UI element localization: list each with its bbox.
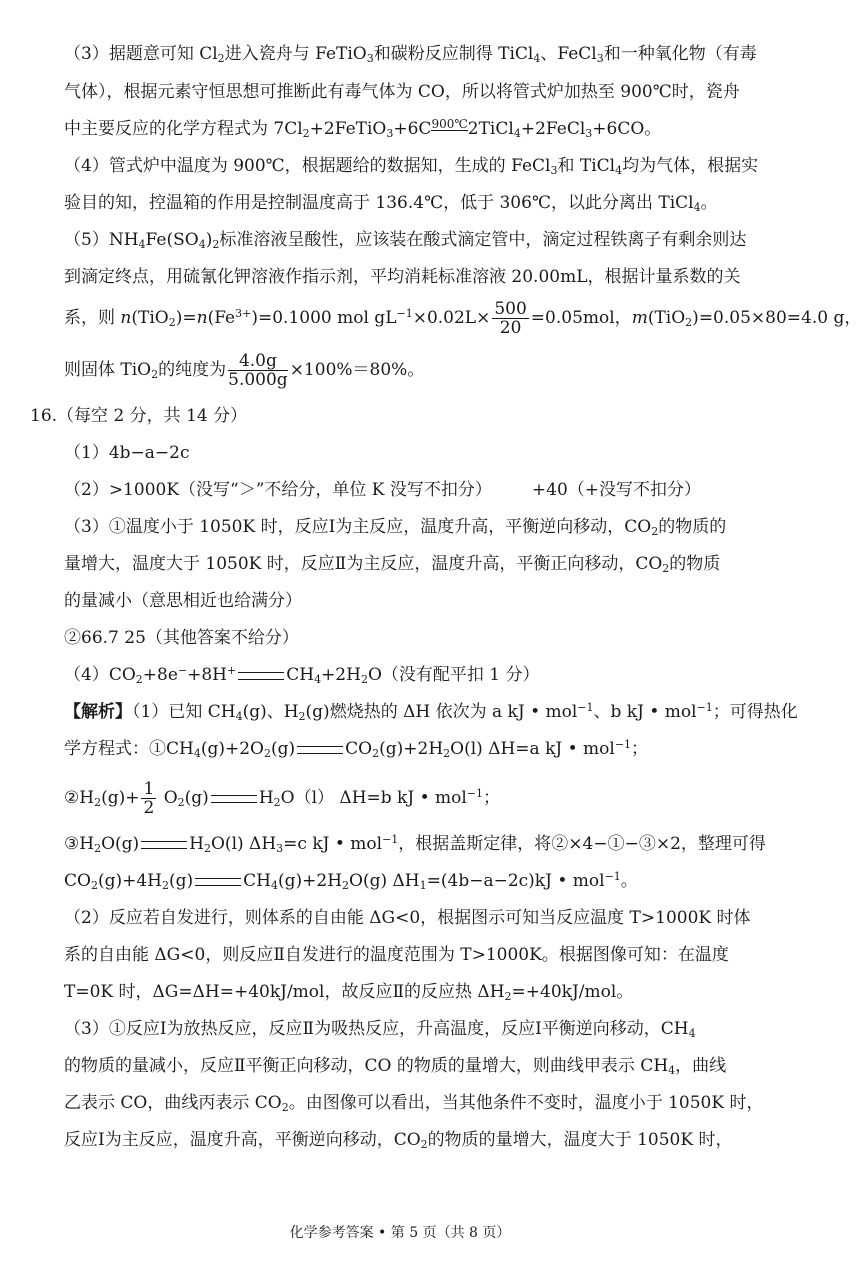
analysis2-line2: 系的自由能 ΔG<0，则反应Ⅱ自发进行的温度范围为 T>1000K。根据图像可知：在温度 — [64, 945, 729, 965]
q16-answer-3-line4: ②66.7 25（其他答案不给分） — [64, 628, 299, 648]
q16-answer-3-line1: （3）①温度小于 1050K 时，反应Ⅰ为主反应，温度升高，平衡逆向移动，$CO_2$的物质的 — [64, 517, 727, 538]
p4-line1: （4）管式炉中温度为 900℃，根据题给的数据知，生成的 FeCl$_3$和 TiCl$_4$均为气体，根据实 — [64, 156, 759, 177]
analysis-line2: 学方程式：$①CH_4(g)+2O_2(g)$ $CO_2(g)+2H_2O(l)$ ΔH=a kJ • mol$^{-1}$； — [64, 738, 649, 760]
p3-line1: （3）据题意可知 $Cl_2$进入瓷舟与 FeTiO$_3$和碳粉反应制得 TiCl$_4$、FeCl$_3$和一种氧化物（有毒 — [64, 44, 757, 65]
q16-answer-1: （1）4b−a−2c — [64, 443, 190, 463]
q16-answer-2: （2）>1000K（没写“＞”不给分，单位 K 没写不扣分） +40（+没写不扣分） — [64, 480, 702, 500]
p3-line3: 中主要反应的化学方程式为 $7Cl_2+2FeTiO_3+6C$ 900℃ 2TiCl$_4$+2FeCl$_3$+6CO。 — [64, 117, 662, 140]
analysis2-line3: T=0K 时，ΔG=ΔH=+40kJ/mol，故反应Ⅱ的反应热 $\Delta H_2=+40kJ$/mol。 — [64, 982, 634, 1003]
q16-answer-4: $(4)CO_2+8e^-+8H^+$ $CH_4+2H_2O$（没有配平扣 1 分） — [64, 664, 540, 686]
equals-sign — [195, 878, 241, 886]
equals-sign — [238, 672, 284, 680]
equals-sign — [141, 841, 187, 849]
p5-line2: 到滴定终点，用硫氰化钾溶液作指示剂，平均消耗标准溶液 20.00mL，根据计量系数的关 — [64, 267, 741, 287]
question-16-header: 16.（每空 2 分，共 14 分） — [30, 406, 248, 426]
fraction-purity: $\frac{4.0g}{5.000g}$ — [228, 351, 288, 390]
equals-sign — [297, 746, 343, 754]
p3-line2: 气体），根据元素守恒思想可推断此有毒气体为 CO，所以将管式炉加热至 900℃时，瓷舟 — [64, 82, 740, 102]
analysis3-line4: 反应Ⅰ为主反应，温度升高，平衡逆向移动，$CO_2$的物质的量增大，温度大于 1050K 时， — [64, 1130, 733, 1151]
fraction-500-20: $\frac{500}{20}$ — [494, 299, 527, 338]
analysis-line4: $③H_2O(g)$ $H_2O(l)$ $\Delta H_3=c$ kJ • mol$^{-1}$，根据盖斯定律，将②×4−①−③×2，整理可得 — [64, 833, 766, 855]
analysis3-line2: 的物质的量减小，反应Ⅱ平衡正向移动，CO 的物质的量增大，则曲线甲表示 $CH_4$，曲线 — [64, 1056, 727, 1077]
analysis3-line3: 乙表示 CO，曲线丙表示 $CO_2$。由图像可以看出，当其他条件不变时，温度小于 1050K 时， — [64, 1093, 764, 1114]
analysis2-line1: （2）反应若自发进行，则体系的自由能 ΔG<0，根据图示可知当反应温度 T>1000K 时体 — [64, 908, 751, 928]
q16-answer-3-line2: 量增大，温度大于 1050K 时，反应Ⅱ为主反应，温度升高，平衡正向移动，$CO_2$的物质 — [64, 554, 721, 575]
analysis3-line1: （3）①反应Ⅰ为放热反应，反应Ⅱ为吸热反应，升高温度，反应Ⅰ平衡逆向移动，$CH_4$ — [64, 1019, 696, 1040]
q16-answer-3-line3: 的量减小（意思相近也给满分） — [64, 591, 302, 611]
p5-line4: 则固体 TiO$_2$的纯度为 $\frac{4.0g}{5.000g}$ ×100%＝80%。 — [64, 351, 425, 390]
page-footer: 化学参考答案 • 第 5 页（共 8 页） — [289, 1225, 511, 1241]
equals-sign — [211, 795, 257, 803]
p5-line1: $(5)NH_4Fe(SO_4)_2$标准溶液呈酸性，应该装在酸式滴定管中，滴定过程铁离子有剩余则达 — [64, 230, 747, 251]
analysis-line5: $CO_2(g)+4H_2(g)$ $CH_4(g)+2H_2O(g)$ $\Delta H_1=(4b-a-2c)kJ$ • mol$^{-1}$。 — [64, 870, 638, 892]
p4-line2: 验目的知，控温箱的作用是控制温度高于 136.4℃，低于 306℃，以此分离出 TiCl$_4$。 — [64, 193, 718, 214]
analysis-line1: 【解析】（1）已知 $CH_4(g)$、$H_2(g)$燃烧热的 ΔH 依次为 a kJ • mol$^{-1}$、b kJ • mol$^{-1}$；可得热化 — [64, 701, 798, 723]
reaction-condition: 900℃ — [431, 117, 468, 131]
analysis-line3: $②H_2(g)+$ $\frac{1}{2}$ $O_2(g)$ $H_2O(l)$ ΔH=b kJ • mol$^{-1}$； — [64, 779, 501, 818]
fraction-half: $\frac{1}{2}$ — [143, 779, 155, 818]
p5-line3: 系，则 $n(TiO_2)=n(Fe^{3+})=0.1000$ mol $gL^{-1}\times 0.02L\times$ $\frac{500}{20}$ =0.05mol，m(TiO$_2$)=0.05×80=4.0 g， — [64, 299, 861, 338]
